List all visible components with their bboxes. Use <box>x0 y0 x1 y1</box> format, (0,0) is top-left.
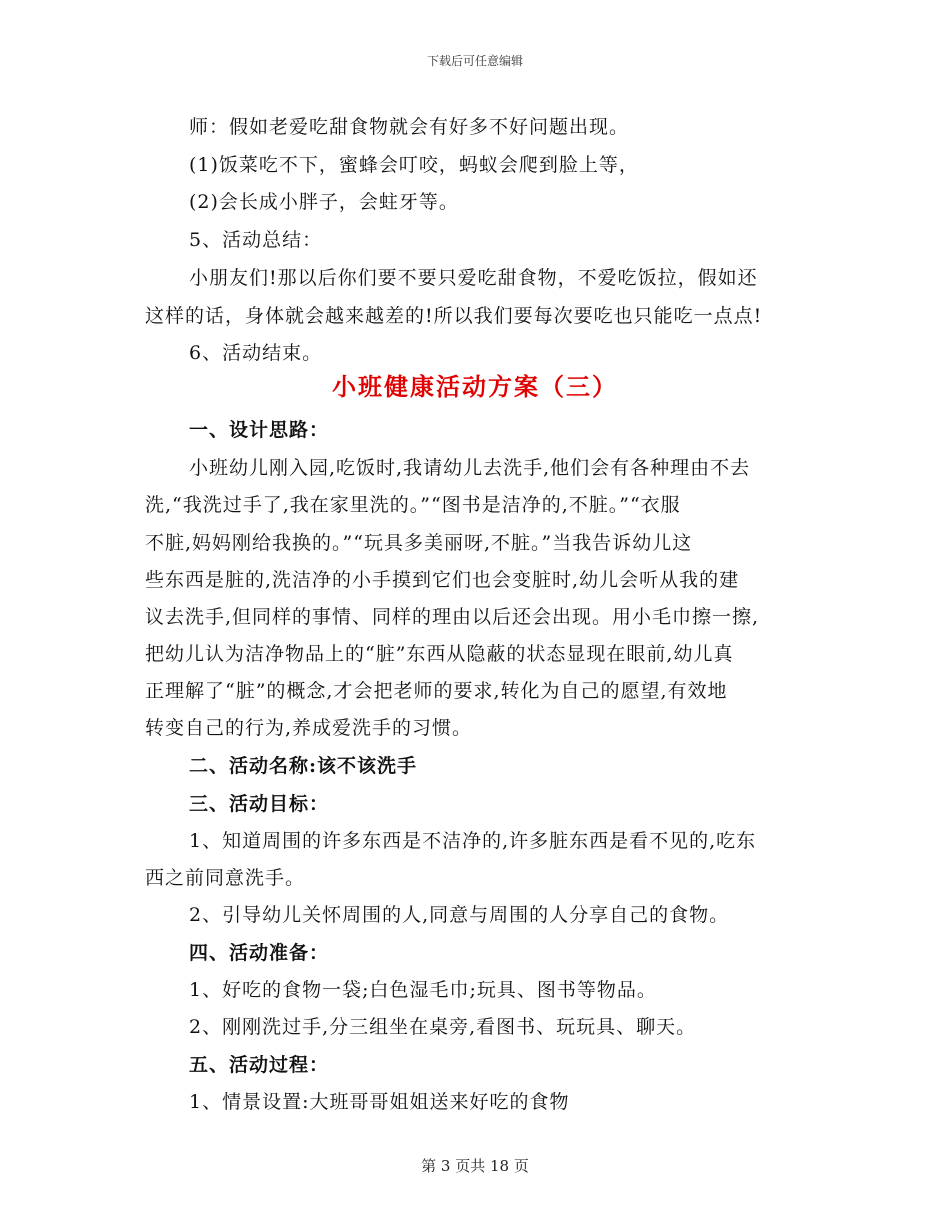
section-heading: 四、活动准备： <box>189 942 330 964</box>
paragraph-line: 不脏,妈妈刚给我换的。”“玩具多美丽呀,不脏。”当我告诉幼儿这 <box>145 532 693 554</box>
page-footer: 第 3 页共 18 页 <box>421 1157 529 1175</box>
paragraph-line: 师：假如老爱吃甜食物就会有好多不好问题出现。 <box>189 116 630 138</box>
paragraph-line: 议去洗手,但同样的事情、同样的理由以后还会出现。用小毛巾擦一擦, <box>145 606 760 628</box>
paragraph-line: (2)会长成小胖子，会蛀牙等。 <box>189 191 459 213</box>
section-title: 小班健康活动方案（三） <box>332 372 618 401</box>
paragraph-line: 正理解了“脏”的概念,才会把老师的要求,转化为自己的愿望,有效地 <box>145 680 728 702</box>
section-heading: 三、活动目标： <box>189 793 330 815</box>
paragraph-line: 把幼儿认为洁净物品上的“脏”东西从隐蔽的状态显现在眼前,幼儿真 <box>145 643 734 665</box>
paragraph-line: 这样的话，身体就会越来越差的!所以我们要每次要吃也只能吃一点点! <box>145 305 763 327</box>
paragraph-line: 1、情景设置:大班哥哥姐姐送来好吃的食物 <box>189 1091 570 1113</box>
section-heading: 一、设计思路： <box>189 419 330 441</box>
paragraph-line: 小朋友们!那以后你们要不要只爱吃甜食物，不爱吃饭拉，假如还 <box>189 267 758 289</box>
paragraph-line: 5、活动总结： <box>189 229 323 251</box>
page-header: 下载后可任意编辑 <box>426 54 523 68</box>
paragraph-line: 小班幼儿刚入园,吃饭时,我请幼儿去洗手,他们会有各种理由不去 <box>189 457 751 479</box>
paragraph-line: 西之前同意洗手。 <box>145 867 306 889</box>
paragraph-line: (1)饭菜吃不下，蜜蜂会叮咬，蚂蚁会爬到脸上等， <box>189 154 639 176</box>
paragraph-line: 2、引导幼儿关怀周围的人,同意与周围的人分享自己的食物。 <box>189 904 730 926</box>
paragraph-line: 6、活动结束。 <box>189 342 323 364</box>
paragraph-line: 2、刚刚洗过手,分三组坐在桌旁,看图书、玩玩具、聊天。 <box>189 1016 697 1038</box>
section-heading: 五、活动过程： <box>189 1054 330 1076</box>
paragraph-line: 洗,“我洗过手了,我在家里洗的。”“图书是洁净的,不脏。”“衣服 <box>145 494 681 516</box>
paragraph-line: 转变自己的行为,养成爱洗手的习惯。 <box>145 717 473 739</box>
section-heading: 二、活动名称:该不该洗手 <box>189 755 418 777</box>
paragraph-line: 1、好吃的食物一袋;白色湿毛巾;玩具、图书等物品。 <box>189 979 657 1001</box>
paragraph-line: 1、知道周围的许多东西是不洁净的,许多脏东西是看不见的,吃东 <box>189 830 757 852</box>
paragraph-line: 些东西是脏的,洗洁净的小手摸到它们也会变脏时,幼儿会听从我的建 <box>145 569 740 591</box>
